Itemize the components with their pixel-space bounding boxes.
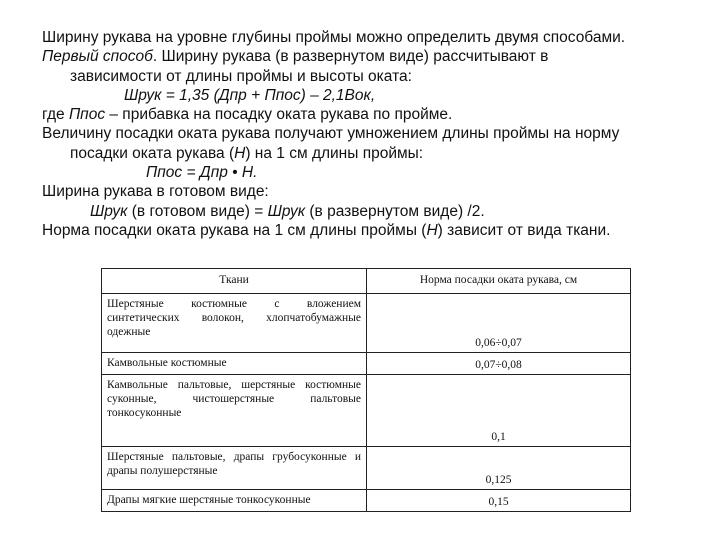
table-row <box>102 294 631 353</box>
fabric-cell: Камвольные пальтовые, шерстяные костюмные суконные, чистошерстяные пальтовые тонкосуконные <box>102 375 367 447</box>
text-line <box>42 202 702 221</box>
text-line: Ширину рукава на уровне глубины проймы можно определить двумя способами. <box>42 29 626 46</box>
text-span: (в готовом виде) = <box>127 202 268 220</box>
table-header-row <box>102 269 631 294</box>
emphasis: Н <box>426 221 438 239</box>
emphasis: Шрук <box>90 202 128 220</box>
emphasis: Ппос <box>68 106 106 124</box>
table-row <box>102 490 631 512</box>
emphasis: Шрук <box>267 202 306 220</box>
text-line <box>42 105 702 124</box>
norm-cell: 0,1 <box>367 375 631 447</box>
formula-width <box>42 86 702 105</box>
text-line <box>42 144 702 163</box>
norm-cell: 0,06÷0,07 <box>367 294 631 353</box>
text-line: Ширина рукава в готовом виде: <box>42 183 269 201</box>
text-line <box>42 221 702 240</box>
formula-text: Шрук = 1,35 (Дпр + Ппос) – 2,1Вок, <box>124 86 376 104</box>
column-header-fabric: Ткани <box>102 269 367 294</box>
text-span: ) зависит от вида ткани. <box>437 221 611 239</box>
text-span: – прибавка на посадку оката рукава по пройме. <box>105 106 453 124</box>
formula-allowance <box>42 163 702 182</box>
text-span: Норма посадки оката рукава на 1 см длины проймы ( <box>42 221 427 239</box>
table-row <box>102 447 631 490</box>
norm-cell: 0,15 <box>367 490 631 512</box>
text-line: зависимости от длины проймы и высоты оката: <box>70 67 412 85</box>
text-span: ) на 1 см длины проймы: <box>245 144 424 162</box>
fabric-cell: Шерстяные пальтовые, драпы грубосуконные и драпы полушерстяные <box>102 447 367 490</box>
text-span: посадки оката рукава ( <box>70 144 235 162</box>
table-row <box>102 353 631 375</box>
emphasis: Первый способ <box>42 48 153 66</box>
formula-text: Ппос = Дпр • Н. <box>146 164 258 182</box>
norm-cell: 0,125 <box>367 447 631 490</box>
emphasis: Н <box>234 144 246 162</box>
text-line <box>42 47 702 66</box>
fabric-cell: Шерстяные костюмные с вложением синтетических волокон, хлопчатобумажные одежные <box>102 294 367 353</box>
fabric-cell: Камвольные костюмные <box>102 353 367 375</box>
body-text <box>42 28 702 240</box>
text-line: Величину посадки оката рукава получают умножением длины проймы на норму <box>42 125 620 143</box>
column-header-norm: Норма посадки оката рукава, см <box>367 269 631 294</box>
fabric-cell: Драпы мягкие шерстяные тонкосуконные <box>102 490 367 512</box>
text-span: . Ширину рукава (в развернутом виде) рассчитывают в <box>152 48 549 66</box>
text-span: (в развернутом виде) /2. <box>305 202 485 220</box>
fabric-norm-table <box>101 268 631 512</box>
text-span: где <box>42 106 69 124</box>
norm-cell: 0,07÷0,08 <box>367 353 631 375</box>
table-row <box>102 375 631 447</box>
